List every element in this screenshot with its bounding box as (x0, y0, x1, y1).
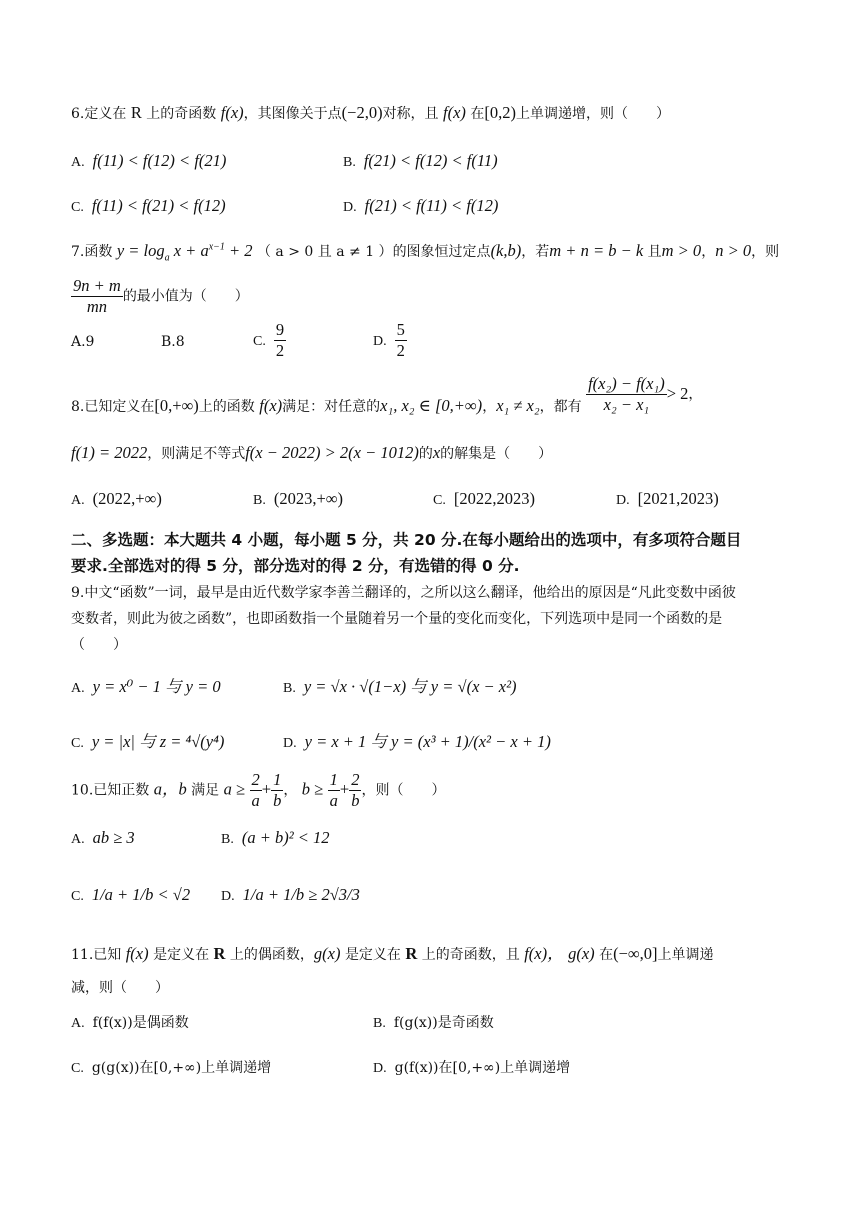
option-text: f(21) < f(11) < f(12) (364, 196, 499, 215)
q11-stem-text: 是定义在 (344, 947, 401, 963)
q8-stem-text: 已知定义在 (84, 398, 155, 415)
q10-sep: ， (283, 782, 298, 799)
q10-option-a[interactable] (71, 828, 135, 848)
q11-gx: g(x) (313, 944, 341, 963)
option-label: B.8 (161, 334, 185, 350)
q7-stem-text: ，则 (751, 244, 780, 260)
q6-option-c[interactable] (71, 196, 226, 216)
option-label: D. (616, 493, 630, 508)
q8-stem-text: 满足：对任意的 (282, 398, 381, 415)
frac-den: a (251, 791, 260, 810)
q7-option-d[interactable] (373, 320, 407, 361)
q6-fx: f(x) (220, 103, 244, 122)
frac-num: 1 (273, 770, 282, 789)
q7-func-c: + 2 (224, 241, 253, 260)
option-label: C. (71, 1061, 84, 1076)
q7-stem (71, 241, 779, 263)
q8-number: 8. (71, 398, 85, 415)
option-label: A. (71, 493, 85, 508)
q10-option-d[interactable] (221, 885, 360, 905)
option-text: f(21) < f(12) < f(11) (363, 151, 498, 170)
q11-set-r: R (405, 944, 418, 963)
q7-option-a[interactable] (71, 334, 94, 350)
option-label: B. (343, 155, 356, 170)
q11-set-r: R (213, 944, 226, 963)
option-label: B. (373, 1016, 386, 1031)
q8-stem-text: 上的函数 (198, 398, 255, 415)
option-text: y = √x · √(1−x) 与 y = √(x − x²) (303, 677, 517, 696)
q10-c2-frac1 (328, 770, 340, 811)
option-text: f(f(x))是偶函数 (92, 1015, 189, 1031)
option-text: g(g(x))在[0,+∞)上单调递增 (91, 1060, 272, 1076)
option-label: C. (71, 200, 84, 215)
q11-fx: f(x) (125, 944, 149, 963)
q7-func-sup: x−1 (208, 241, 225, 253)
q7-number: 7. (71, 244, 85, 260)
q10-c1-frac1 (250, 770, 262, 811)
option-label: B. (283, 681, 296, 696)
q7-func-b: x + a (169, 241, 209, 260)
q7-point: (k,b) (490, 241, 522, 260)
q6-stem-text: 对称，且 (382, 106, 439, 122)
q7-option-c[interactable] (253, 320, 286, 361)
q6-point: (−2,0) (341, 103, 383, 122)
q8-frac-den: x₂ − x₁ (603, 395, 650, 414)
q7-stem-line2 (71, 276, 249, 317)
option-text: (a + b)² < 12 (241, 828, 330, 847)
option-label: C. (71, 889, 84, 904)
q8-option-d[interactable] (616, 489, 719, 509)
q6-stem-text: ，其图像关于点 (243, 106, 342, 122)
q10-stem-text: 满足 (191, 782, 220, 799)
option-fraction (395, 320, 407, 361)
option-text: y = |x| 与 z = ⁴√(y⁴) (91, 732, 225, 751)
frac-den: b (351, 791, 360, 810)
option-label: C. (253, 333, 266, 349)
option-text: [2021,2023) (637, 489, 719, 508)
q10-stem-text: 已知正数 (93, 782, 150, 799)
q11-option-d[interactable] (373, 1057, 570, 1077)
frac-num: 9 (275, 320, 285, 339)
q8-fx: f(x) (259, 395, 283, 415)
q10-option-b[interactable] (221, 828, 330, 848)
section-heading-line2: 要求.全部选对的得 5 分，部分选对的得 2 分，有选错的得 0 分. (71, 557, 520, 575)
q10-c2-frac2 (349, 770, 361, 811)
frac-den: b (273, 791, 282, 810)
q6-set-r: R (130, 103, 142, 122)
option-fraction (274, 320, 286, 361)
q8-stem-text: 的 (418, 446, 433, 462)
q9-option-d[interactable] (283, 728, 551, 752)
q7-m-cond: m > 0 (661, 241, 702, 260)
q10-stem (71, 770, 445, 811)
option-text: y = x + 1 与 y = (x³ + 1)/(x² − x + 1) (304, 732, 551, 751)
q9-line3: （ ） (71, 637, 127, 653)
option-text: ab ≥ 3 (92, 828, 135, 847)
q6-option-a[interactable] (71, 151, 226, 171)
q7-frac-num: 9n + m (73, 276, 121, 295)
q6-interval: [0,2) (484, 103, 516, 122)
q11-stem-text: 上的偶函数， (229, 947, 314, 963)
q11-line2: 减，则（ ） (71, 980, 169, 996)
q7-n-cond: n > 0 (715, 241, 752, 260)
q6-stem-text: 上的奇函数 (146, 106, 217, 122)
q11-stem-text: 上单调递 (657, 947, 714, 963)
plus-sign: + (261, 779, 272, 799)
option-label: D. (283, 736, 297, 751)
q6-option-b[interactable] (343, 151, 498, 171)
q6-number: 6. (71, 106, 85, 122)
q8-frac-num: f(x₂) − f(x₁) (588, 374, 665, 393)
q11-stem-text: 是定义在 (153, 947, 210, 963)
q10-ab: a，b (153, 779, 187, 799)
q7-func-a: y = log (116, 241, 165, 260)
q8-stem-text: ，则满足不等式 (147, 446, 246, 462)
q8-stem-text: 的解集是（ ） (440, 446, 553, 462)
q8-stem-left: 8.已知定义在[0,+∞)上的函数 f(x)满足：对任意的x₁, x₂ ∈ [0,+∞)，x₁ ≠ x₂，都有 (71, 395, 582, 415)
frac-den: a (329, 791, 338, 810)
q9-option-a[interactable] (71, 673, 221, 697)
q11-interval: (−∞,0] (613, 944, 658, 963)
frac-num: 2 (351, 770, 360, 789)
q7-stem-text: 的图象恒过定点 (392, 244, 491, 260)
q7-stem-text: ，若 (521, 244, 550, 260)
option-label: A. (71, 155, 85, 170)
q8-fraction (586, 374, 667, 415)
option-text: f(11) < f(21) < f(12) (91, 196, 226, 215)
q8-option-b[interactable] (253, 489, 343, 509)
q8-option-a[interactable] (71, 489, 162, 509)
option-text: [2022,2023) (453, 489, 535, 508)
q10-number: 10. (71, 782, 94, 799)
q7-fraction (71, 276, 123, 317)
q6-fx: f(x) (443, 103, 466, 122)
q8-stem-text: ，都有 (539, 398, 582, 415)
q11-option-b[interactable] (373, 1012, 494, 1032)
option-label: D. (343, 200, 357, 215)
q10-c1-lhs: a ≥ (223, 779, 246, 799)
q8-stem-line2 (71, 443, 552, 463)
option-text: f(11) < f(12) < f(21) (92, 151, 227, 170)
q6-stem (71, 103, 670, 123)
q11-stem (71, 940, 714, 964)
q7-func-sub: a (164, 252, 170, 264)
q10-stem-text: ，则（ ） (361, 782, 446, 799)
q7-frac-den: mn (86, 297, 107, 316)
q9-stem (71, 580, 801, 658)
q8-vars: x₁, x₂ ∈ [0,+∞) (380, 395, 483, 415)
q6-in: 在 (470, 106, 485, 122)
q9-option-b[interactable] (283, 673, 517, 697)
option-text: f(g(x))是奇函数 (393, 1015, 494, 1031)
q7-stem-text: 的最小值为（ ） (122, 288, 249, 305)
frac-num: 2 (251, 770, 260, 789)
q7-condition: （ a > 0 且 a ≠ 1 ） (256, 244, 393, 260)
q11-option-c[interactable] (71, 1057, 271, 1077)
q8-tail: ， (688, 386, 703, 403)
q8-stem (71, 374, 702, 415)
q11-stem-text: 上的奇函数，且 (421, 947, 520, 963)
q8-domain: [0,+∞) (154, 395, 199, 415)
q11-stem-text: 在 (599, 947, 614, 963)
option-text: 1/a + 1/b < √2 (91, 885, 191, 904)
q6-option-d[interactable] (343, 196, 498, 216)
option-label: D. (373, 333, 387, 349)
option-text: (2022,+∞) (92, 489, 162, 508)
frac-den: 2 (275, 341, 285, 360)
q7-equation: m + n = b − k (549, 241, 644, 260)
option-text: g(f(x))在[0,+∞)上单调递增 (394, 1060, 571, 1076)
option-text: y = x⁰ − 1 与 y = 0 (92, 677, 221, 696)
q9-line1: 9.中文“函数”一词，最早是由近代数学家李善兰翻译的，之所以这么翻译，他给出的原因是“凡此变数中函彼 (71, 585, 736, 601)
option-text: 1/a + 1/b ≥ 2√3/3 (242, 885, 360, 904)
option-label: A.9 (71, 334, 95, 350)
plus-sign: + (339, 779, 350, 799)
option-label: C. (433, 493, 446, 508)
q11-fx: f(x)， (524, 944, 564, 963)
q6-stem-text: 上单调递增，则（ ） (516, 106, 670, 122)
option-label: A. (71, 832, 85, 847)
q10-option-c[interactable] (71, 885, 190, 905)
option-label: B. (221, 832, 234, 847)
section-heading (71, 527, 801, 579)
q6-stem-text: 定义在 (84, 106, 127, 122)
q8-f1: f(1) = 2022 (71, 443, 148, 462)
q9-line2: 变数者，则此为彼之函数”，也即函数指一个量随着另一个量的变化而变化，下列选项中是同一个函数的是 (71, 611, 723, 627)
q7-comma: ， (701, 244, 716, 260)
q8-gt: > 2 (666, 383, 689, 403)
option-label: C. (71, 736, 84, 751)
frac-den: 2 (396, 341, 405, 360)
q7-option-b[interactable] (161, 334, 185, 350)
q11-gx: g(x) (568, 944, 595, 963)
q11-stem-text: 11.已知 (71, 947, 122, 963)
q11-option-a[interactable] (71, 1012, 189, 1032)
q8-neq: x₁ ≠ x₂ (496, 395, 540, 415)
q10-c1-frac2 (271, 770, 283, 811)
q9-option-c[interactable] (71, 728, 224, 752)
q7-stem-text: 且 (647, 244, 662, 260)
option-label: D. (221, 889, 235, 904)
frac-num: 5 (396, 320, 405, 339)
q8-inequality: f(x − 2022) > 2(x − 1012) (245, 443, 419, 462)
option-label: B. (253, 493, 266, 508)
section-heading-line1: 二、多选题：本大题共 4 小题，每小题 5 分，共 20 分.在每小题给出的选项中，有多项符合题目 (71, 531, 742, 549)
q8-option-c[interactable] (433, 489, 535, 509)
q8-x: x (432, 443, 441, 462)
q11-stem-line2 (71, 977, 169, 997)
option-label: D. (373, 1061, 387, 1076)
q10-c2-lhs: b ≥ (301, 779, 324, 799)
q7-stem-text: 函数 (84, 244, 113, 260)
option-label: A. (71, 681, 85, 696)
frac-num: 1 (329, 770, 338, 789)
option-text: (2023,+∞) (273, 489, 344, 508)
option-label: A. (71, 1016, 85, 1031)
q7-function (116, 241, 253, 264)
